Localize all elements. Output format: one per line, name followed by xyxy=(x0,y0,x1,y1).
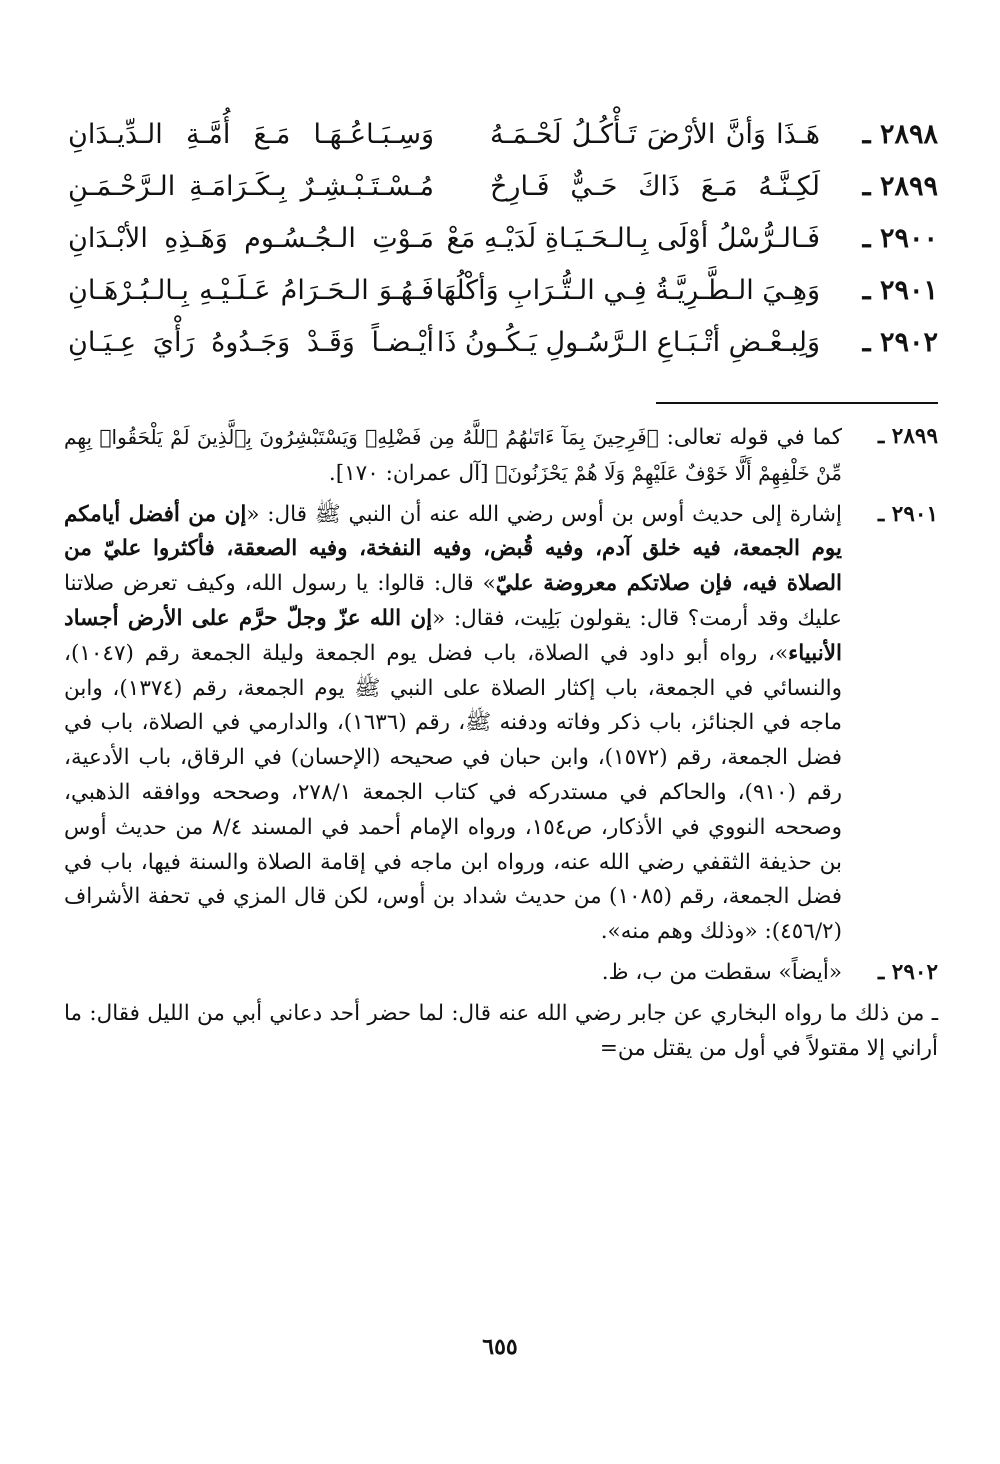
verse-first-hemistich: وَهِـيَ الـطَّـرِيَّـةُ فِـي الـتُّـرَابِ وَأكْلُهَا xyxy=(435,274,820,306)
footnote-2899 xyxy=(64,420,938,492)
hadith-text: إن من أفضل أيامكم يوم الجمعة، فيه خلق آدم، وفيه قُبض، وفيه النفخة، وفيه الصعقة، فأكثروا عليّ من الصلاة فيه، فإن صلاتكم معروضة عليّ xyxy=(64,501,842,597)
verse-second-hemistich: مَـوْتِ الـجُـسُـوم وَهَـذِهِ الأبْـدَانِ xyxy=(68,222,434,254)
footnote-ref: ٢٩٠٢ ـ xyxy=(878,959,938,985)
verse-second-hemistich: وَسِـبَـاعُـهَـا مَـعَ أُمَّـةِ الـدِّيـدَانِ xyxy=(68,118,434,150)
footnote-2902 xyxy=(64,956,938,991)
verse-first-hemistich: هَـذَا وَأنَّ الأرْضَ تَـأْكُـلُ لَحْـمَـهُ xyxy=(490,118,820,150)
footnote-2901 xyxy=(64,498,938,950)
verse-number: ٢٨٩٨ ـ xyxy=(862,118,938,150)
verse-number: ٢٩٠٠ ـ xyxy=(862,222,938,254)
footnote-text xyxy=(64,498,842,950)
verse-second-hemistich: أيْـضـاً وَقَـدْ وَجَـدُوهُ رَأْيَ عِـيَـانِ xyxy=(68,326,434,358)
verse-2899 xyxy=(68,160,938,212)
footnote-text-part: » قال: قالوا: يا رسول الله، وكيف تعرض صلاتنا عليك وقد أرمت؟ قال: يقولون بَلِيت، فقال: « xyxy=(64,571,842,631)
verse-number: ٢٩٠١ ـ xyxy=(862,274,938,306)
footnote-text: ـ من ذلك ما رواه البخاري عن جابر رضي الله عنه قال: لما حضر أحد دعاني أبي من الليل فقال: ما أراني إلا مقتولاً في أول من يقتل من= xyxy=(64,1000,938,1061)
footnote-ref: ٢٨٩٩ ـ xyxy=(878,424,938,449)
page-number: ٦٥٥ xyxy=(482,1334,518,1360)
verse-2898 xyxy=(68,108,938,160)
footnote-ref: ٢٩٠١ ـ xyxy=(878,501,938,527)
verse-number: ٢٨٩٩ ـ xyxy=(862,170,938,202)
footnote-continuation xyxy=(64,997,938,1067)
footnote-text-part: [آل عمران: ١٧٠]. xyxy=(328,460,496,486)
verse-2901 xyxy=(68,264,938,316)
footnote-text: «أيضاً» سقطت من ب، ظ. xyxy=(601,959,842,985)
verse-second-hemistich: فَـهُـوَ الـحَـرَامُ عَـلَـيْـهِ بِـالـبُـرْهَـانِ xyxy=(68,274,434,306)
verse-second-hemistich: مُـسْـتَـبْـشِـرٌ بِـكَـرَامَـةِ الـرَّحْـمَـنِ xyxy=(68,170,434,202)
footnotes xyxy=(64,420,938,1072)
footnote-separator xyxy=(656,402,938,404)
verse-first-hemistich: وَلِبـعْـضِ أتْـبَـاعِ الـرَّسُـولِ يَـكُـونُ ذَا xyxy=(436,326,820,358)
footnote-text-part: إشارة إلى حديث أوس بن أوس رضي الله عنه أن النبي ﷺ قال: « xyxy=(246,501,842,527)
footnote-text-part: »، رواه أبو داود في الصلاة، باب فضل يوم الجمعة وليلة الجمعة رقم (١٠٤٧)، والنسائي في الجمعة، باب إكثار الصلاة على النبي ﷺ يوم الجمعة، رقم (١٣٧٤)، وابن ماجه في الجنائز، باب ذكر وفاته ودفنه ﷺ، رقم (١٦٣٦)، والدارمي في الصلاة، باب في فضل الجمعة، رقم (١٥٧٢)، وابن حبان في صحيحه (الإحسان) في الرقاق، باب الأدعية، رقم (٩١٠)، والحاكم في مستدركه في كتاب الجمعة ٢٧٨/١، وصححه ووافقه الذهبي، وصححه النووي في الأذكار، ص١٥٤، ورواه الإمام أحمد في المسند ٨/٤ من حديث أوس بن حذيفة الثقفي رضي الله عنه، ورواه ابن ماجه في إقامة الصلاة والسنة فيها، باب في فضل الجمعة، رقم (١٠٨٥) من حديث شداد بن أوس، لكن قال المزي في تحفة الأشراف (٤٥٦/٢): «وذلك وهم منه». xyxy=(64,640,842,945)
verse-2900 xyxy=(68,212,938,264)
verse-number: ٢٩٠٢ ـ xyxy=(862,326,938,358)
quran-quote: ﴿فَرِحِينَ بِمَآ ءَاتَىٰهُمُ ٱللَّهُ مِن فَضْلِهِۦ وَيَسْتَبْشِرُونَ بِٱلَّذِينَ لَمْ يَلْحَقُوا۟ بِهِم مِّنْ خَلْفِهِمْ أَلَّا خَوْفٌ عَلَيْهِمْ وَلَا هُمْ يَحْزَنُونَ﴾ xyxy=(64,425,842,485)
verse-2902 xyxy=(68,316,938,368)
verse-first-hemistich: فَـالـرُّسْلُ أوْلَى بِـالـحَـيَـاةِ لَدَيْـهِ مَعْ xyxy=(446,222,820,254)
verse-first-hemistich: لَكِـنَّـهُ مَـعَ ذَاكَ حَـيٌّ فَـارِحٌ xyxy=(490,170,820,202)
footnote-text xyxy=(64,420,842,492)
hadith-text: إن الله عزّ وجلّ حرَّم على الأرض أجساد الأنبياء xyxy=(64,605,842,666)
footnote-text-part: كما في قوله تعالى: xyxy=(658,425,842,450)
poem-verses xyxy=(68,108,938,368)
